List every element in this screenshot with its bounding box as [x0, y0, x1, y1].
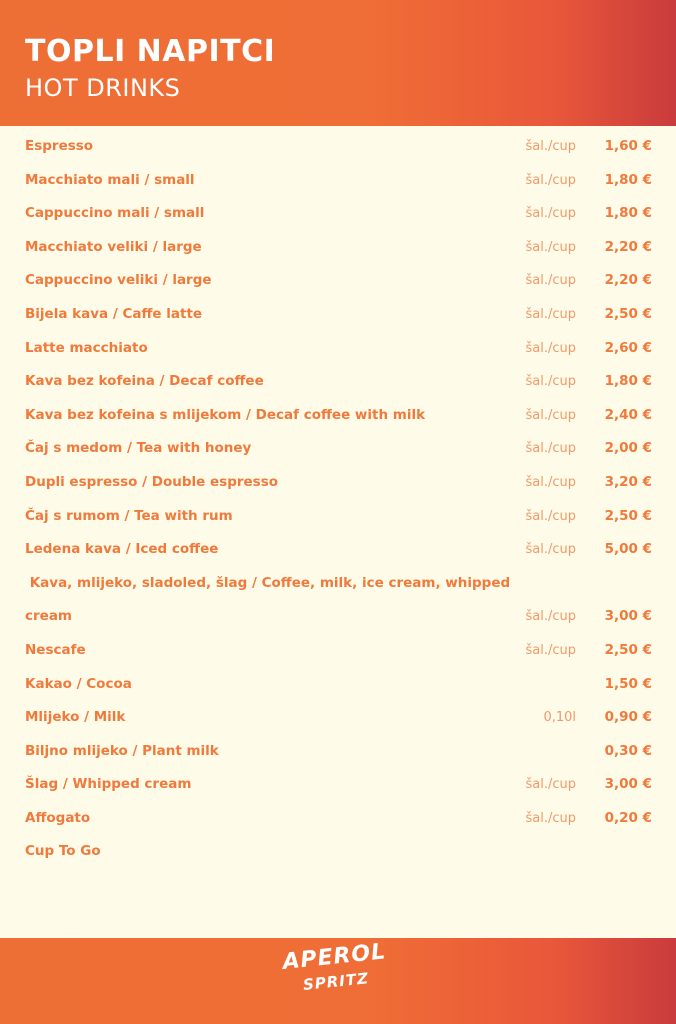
- menu-item: [0, 364, 676, 398]
- item-name: Cappuccino mali / small: [25, 205, 205, 222]
- item-name: Kava, mlijeko, sladoled, šlag / Coffee, milk, ice cream, whipped: [25, 574, 511, 591]
- item-unit: šal./cup: [525, 407, 576, 423]
- item-price: 2,40 €: [604, 406, 652, 423]
- item-unit: šal./cup: [525, 139, 576, 154]
- item-name: Espresso: [25, 138, 94, 154]
- item-name: Latte macchiato: [25, 339, 148, 356]
- item-name: Kakao / Cocoa: [25, 675, 132, 692]
- item-price: 1,50 €: [604, 675, 652, 692]
- item-name: Cappuccino veliki / large: [25, 272, 212, 289]
- item-price: 3,00 €: [604, 776, 652, 793]
- item-name: Čaj s rumom / Tea with rum: [25, 507, 233, 524]
- menu-header: [0, 0, 676, 126]
- menu-item: [0, 667, 676, 701]
- menu-item: [0, 633, 676, 667]
- menu-item: [0, 767, 676, 801]
- item-price: 3,20 €: [604, 473, 652, 490]
- item-unit: šal./cup: [525, 474, 576, 490]
- item-price: 2,50 €: [604, 641, 652, 658]
- item-price: 0,30 €: [604, 742, 652, 759]
- menu-item: [0, 734, 676, 768]
- item-price: 1,80 €: [604, 171, 652, 188]
- item-price: 3,00 €: [604, 608, 652, 625]
- menu-item: [0, 196, 676, 230]
- item-name: Čaj s medom / Tea with honey: [25, 440, 252, 457]
- item-name: Macchiato veliki / large: [25, 238, 202, 255]
- menu-item: [0, 700, 676, 734]
- menu-item: [0, 398, 676, 432]
- menu-item: [0, 431, 676, 465]
- item-unit: šal./cup: [525, 306, 576, 322]
- item-price: 2,50 €: [604, 507, 652, 524]
- item-name: Ledena kava / Iced coffee: [25, 541, 219, 558]
- item-unit: šal./cup: [525, 172, 576, 188]
- item-price: 0,20 €: [604, 809, 652, 826]
- item-name: Bijela kava / Caffe latte: [25, 305, 203, 322]
- item-price: 2,50 €: [604, 305, 652, 322]
- drinks-menu-list: [0, 129, 676, 868]
- menu-item: [0, 263, 676, 297]
- item-unit: šal./cup: [525, 542, 576, 558]
- item-price: 2,00 €: [604, 440, 652, 457]
- menu-item-description: [0, 566, 676, 600]
- item-unit: šal./cup: [525, 777, 576, 793]
- item-price: 5,00 €: [604, 541, 652, 558]
- item-name: Affogato: [25, 809, 91, 826]
- menu-item: [0, 834, 676, 868]
- item-name: Dupli espresso / Double espresso: [25, 473, 279, 490]
- item-name: Nescafe: [25, 641, 86, 658]
- item-unit: šal./cup: [525, 810, 576, 826]
- page-title-english: HOT DRINKS: [25, 74, 181, 102]
- item-unit: šal./cup: [525, 374, 576, 390]
- logo-text-spritz: SPRITZ: [302, 969, 370, 994]
- item-name: Mlijeko / Milk: [25, 709, 126, 726]
- item-unit: 0,10l: [543, 710, 576, 726]
- menu-item: [0, 331, 676, 365]
- item-price: 2,20 €: [604, 238, 652, 255]
- item-price: 2,20 €: [604, 272, 652, 289]
- menu-item: [0, 230, 676, 264]
- item-name: Cup To Go: [25, 843, 101, 860]
- menu-item: [0, 129, 676, 163]
- logo-text-aperol: APEROL: [281, 939, 388, 975]
- item-unit: šal./cup: [525, 340, 576, 356]
- item-name: Macchiato mali / small: [25, 171, 195, 188]
- item-unit: šal./cup: [525, 642, 576, 658]
- menu-item: [0, 499, 676, 533]
- item-price: 1,80 €: [604, 205, 652, 222]
- menu-item: [0, 465, 676, 499]
- page-title-croatian: TOPLI NAPITCI: [25, 34, 276, 69]
- menu-item: [0, 599, 676, 633]
- item-unit: šal./cup: [525, 609, 576, 625]
- item-name: Biljno mlijeko / Plant milk: [25, 742, 219, 759]
- menu-item: [0, 297, 676, 331]
- menu-item: [0, 163, 676, 197]
- item-unit: šal./cup: [525, 508, 576, 524]
- item-name: Šlag / Whipped cream: [25, 776, 192, 793]
- menu-item: [0, 532, 676, 566]
- item-price: 1,80 €: [604, 373, 652, 390]
- item-unit: šal./cup: [525, 206, 576, 222]
- item-name: Kava bez kofeina / Decaf coffee: [25, 373, 264, 390]
- menu-item: [0, 801, 676, 835]
- item-name: cream: [25, 608, 72, 625]
- item-unit: šal./cup: [525, 273, 576, 289]
- item-unit: šal./cup: [525, 441, 576, 457]
- item-price: 2,60 €: [604, 339, 652, 356]
- item-name: Kava bez kofeina s mlijekom / Decaf coffee with milk: [25, 406, 426, 423]
- item-price: 0,90 €: [604, 709, 652, 726]
- item-price: 1,60 €: [604, 138, 652, 154]
- aperol-spritz-logo: [281, 939, 388, 1006]
- item-unit: šal./cup: [525, 239, 576, 255]
